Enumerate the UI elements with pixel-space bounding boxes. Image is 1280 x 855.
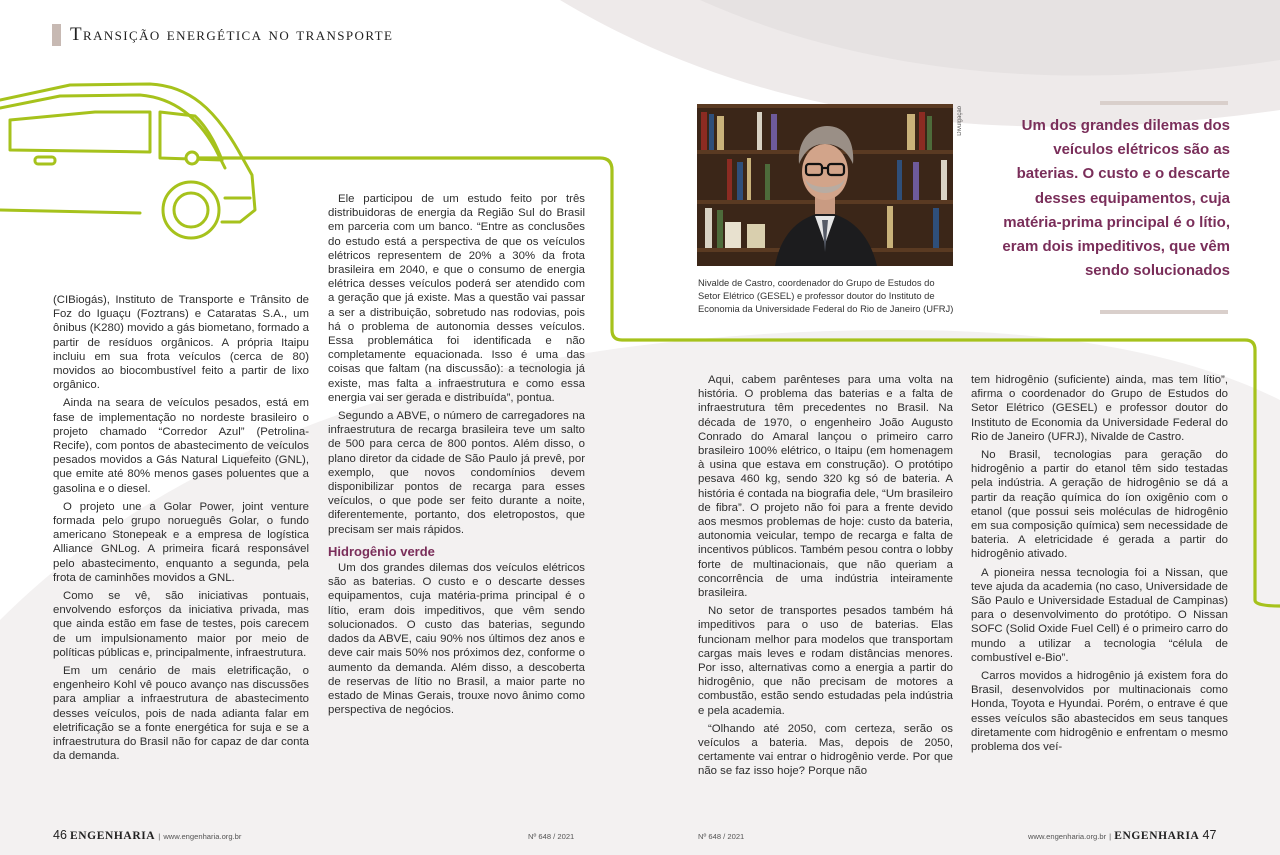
paragraph: Em um cenário de mais eletrificação, o engenheiro Kohl vê pouco avanço nas discussões para ampliar a infraestrutura de abastecimento desses veículos, pois de nada adianta falar em eletrificação se a fonte energética for suja e se a infraestrutura do Brasil não for capaz de dar conta da demanda. [53, 665, 309, 763]
brand-name: ENGENHARIA [1114, 830, 1200, 842]
paragraph: “Olhando até 2050, com certeza, serão os veículos a bateria. Mas, depois de 2050, certamente vai entrar o hidrogênio verde. Por que não se faz isso hoje? Porque não [698, 722, 953, 778]
portrait-photo [697, 104, 953, 266]
paragraph: tem hidrogênio (suficiente) ainda, mas tem lítio”, afirma o coordenador do Grupo de Estudos do Setor Elétrico (GESEL) e professor doutor do Instituto de Economia da Universidade Federal do Rio de Janeiro (UFRJ), Nivalde de Castro. [971, 374, 1228, 443]
paragraph: O projeto une a Golar Power, joint venture formada pelo grupo norueguês Golar, o fundo americano Stonepeak e a empresa de logística Alliance GNLog. A primeira ficará responsável pelo abastecimento, enquanto a segunda, pela frota de caminhões movidos a GNL. [53, 500, 309, 584]
column-2 [328, 192, 585, 721]
pull-quote: Um dos grandes dilemas dos veículos elétricos são as baterias. O custo e o descarte desses equipamentos, cuja matéria-prima principal é o lítio, eram dois impeditivos, que vêm sendo solucionados [1002, 117, 1230, 280]
paragraph: (CIBiogás), Instituto de Transporte e Trânsito de Foz do Iguaçu (Foztrans) e Cataratas S.A., um ônibus (K280) movido a gás biometano, formado a partir de resíduos orgânicos. A própria Itaipu incluiu em sua frota veículos (cerca de 80) movidos ao biocombustível feito a partir de lixo orgânico. [53, 294, 309, 392]
issue-right: Nº 648 / 2021 [698, 832, 745, 841]
paragraph: Aqui, cabem parênteses para uma volta na história. O problema das baterias e a falta de infraestrutura têm precedentes no Brasil. Na década de 1970, o engenheiro João Augusto Conrado do Amaral lançou o primeiro carro brasileiro 100% elétrico, o Itaipu (em homenagem à usina que estava em construção). O protótipo pesava 460 kg, sendo 320 kg só de bateria. A história é contada na biografia dele, “Um brasileiro de fibra”. O projeto não foi para a frente devido aos mesmos problemas de hoje: custo da bateria, autonomia veicular, tempo de recarga e falta de incentivos públicos. Também pesou contra o lobby forte de multinacionais, que não queriam a concorrência de uma indústria inteiramente brasileira. [698, 374, 953, 600]
website-link[interactable]: www.engenharia.org.br [163, 832, 242, 841]
photo-caption: Nivalde de Castro, coordenador do Grupo de Estudos do Setor Elétrico (GESEL) e professor doutor do Instituto de Economia da Universidade Federal do Rio de Janeiro (UFRJ) [698, 277, 954, 315]
paragraph: Ele participou de um estudo feito por três distribuidoras de energia da Região Sul do Brasil em parceria com um banco. “Entre as conclusões do estudo está a perspectiva de que os veículos elétricos representem de 20% a 30% da frota brasileira em 2040, e que o consumo de energia elétrica desses veículos poderá ser atendido com a geração que já existe. Mas a questão vai passar a ser a distribuição, sobretudo nas rodovias, pois há o problema de autonomia desses veículos. Essa problemática foi identificada e não completamente equacionada. Isso é uma das coisas que faltam (na discussão): a tecnologia já existe, mas falta a infraestrutura e como essa energia vai ser gerada e distribuída”, pontua. [328, 193, 585, 404]
issue-left: Nº 648 / 2021 [528, 832, 575, 841]
page-number-left: 46 [53, 828, 67, 842]
photo-credit: Divulgação [957, 106, 963, 136]
paragraph: Como se vê, são iniciativas pontuais, envolvendo esforços da iniciativa privada, mas que ainda estão em fase de testes, pois carecem de um impulsionamento maior por meio de políticas públicas e, principalmente, infraestrutura. [53, 590, 309, 659]
paragraph: A pioneira nessa tecnologia foi a Nissan, que teve ajuda da academia (no caso, Universidade de São Paulo e Universidade Estadual de Campinas) para o desenvolvimento do protótipo. O Nissan SOFC (Solid Oxide Fuel Cell) é o primeiro carro do mundo a utilizar a tecnologia “célula de combustível e-Bio”. [971, 566, 1229, 664]
paragraph: Carros movidos a hidrogênio já existem fora do Brasil, desenvolvidos por multinacionais como Honda, Toyota e Hyundai. Porém, o entrave é que esses veículos são abastecidos em seus tanques diretamente com hidrogênio e enfrentam o mesmo problema dos veí- [971, 670, 1228, 754]
quote-rule-top [1100, 101, 1228, 105]
paragraph: Um dos grandes dilemas dos veículos elétricos são as baterias. O custo e o descarte desses equipamentos, cuja matéria-prima principal é o lítio, eram dois impeditivos, que vêm sendo solucionados. O custo das baterias, segundo dados da ABVE, caiu 90% nos últimos dez anos e deve cair mais 50% nos próximos dez, conforme o aumento da demanda. Além disso, a descoberta de reservas de lítio no Brasil, a maior parte no estado de Minas Gerais, trouxe novo ânimo como perspectiva de negócios. [328, 562, 585, 717]
page-number-right: 47 [1202, 828, 1217, 842]
website-link[interactable]: www.engenharia.org.br [1028, 832, 1107, 841]
column-4 [971, 373, 1228, 758]
paragraph: Ainda na seara de veículos pesados, está em fase de implementação no nordeste brasileiro o projeto chamado “Corredor Azul” (Petrolina-Recife), com pontos de abastecimento de veículos pesados movidos a Gás Natural Liquefeito (GNL), que emite até 80% menos gases poluentes que a gasolina e o diesel. [53, 397, 309, 495]
paragraph: Segundo a ABVE, o número de carregadores na infraestrutura de recarga brasileira teve um salto de 500 para cerca de 800 pontos. Além disso, o plano diretor da cidade de São Paulo já prevê, por exemplo, que novos condomínios devem disponibilizar pontos de recarga para esses veículos, o que pode ser feito durante a noite, diferentemente, portanto, dos eletropostos, que precisam ser mais rápidos. [328, 410, 585, 536]
header-accent-bar [52, 24, 61, 46]
footer-left: 46 ENGENHARIA | www.engenharia.org.br [53, 828, 242, 842]
subheading: Hidrogênio verde [328, 543, 435, 559]
column-3 [698, 373, 953, 783]
footer-right: www.engenharia.org.br | ENGENHARIA 47 [1028, 828, 1217, 842]
quote-rule-bottom [1100, 310, 1228, 314]
brand-name: ENGENHARIA [69, 830, 156, 842]
paragraph: No Brasil, tecnologias para geração do hidrogênio a partir do etanol têm sido testadas pela indústria. A geração de hidrogênio se dá a partir da reação química do íon oxigênio com o etanol (que possui seis moléculas de hidrogênio em sua composição química) sem necessidade de bateria. A eletricidade é gerada a partir do hidrogênio ativado. [971, 449, 1228, 561]
paragraph: No setor de transportes pesados também há impeditivos para o uso de baterias. Elas funcionam melhor para modelos que transportam cargas mais leves e rodam distâncias menores. Por isso, alternativas como a energia a partir do hidrogênio, que não precisam de motores a combustão, estão sendo estudadas pela indústria e pela academia. [698, 605, 953, 717]
column-1 [53, 293, 309, 768]
section-title: Transição energética no transporte [70, 24, 394, 45]
bookshelf-portrait-image [697, 104, 953, 266]
